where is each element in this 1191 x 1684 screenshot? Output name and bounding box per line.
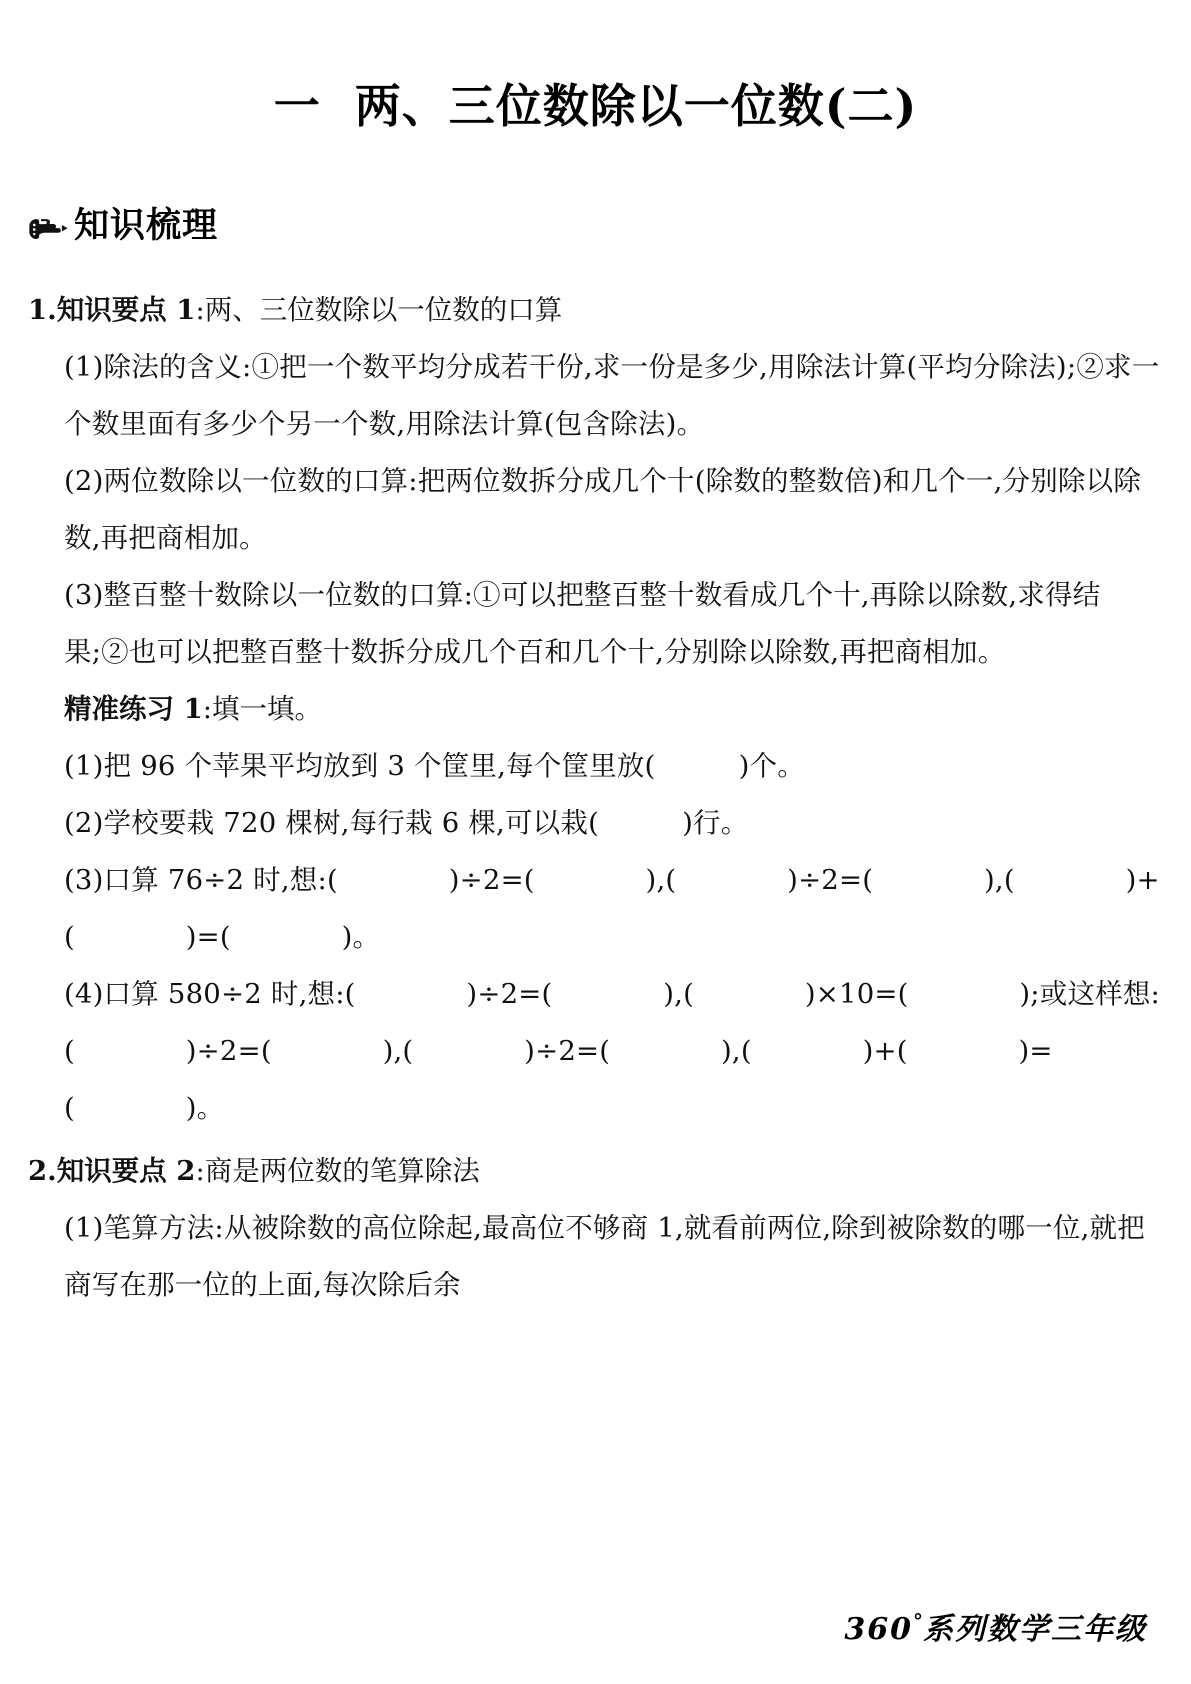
point-title-2: 商是两位数的笔算除法: [204, 1154, 480, 1187]
drill-item: (2)学校要栽 720 棵树,每行栽 6 棵,可以栽( )行。: [64, 806, 749, 839]
drill-heading-1: [28, 681, 1163, 738]
section-header: [28, 198, 1191, 248]
knowledge-paragraph: (2)两位数除以一位数的口算:把两位数拆分成几个十(除数的整数倍)和几个一,分别除以除数,再把商相加。: [64, 464, 1142, 554]
drill-label-1: 精准练习 1: [64, 692, 203, 725]
pointing-hand-icon: [28, 212, 68, 242]
document-body: [28, 282, 1163, 1314]
drill-item: (3)口算 76÷2 时,想:( )÷2=( ),( )÷2=( ),( )+( )=( )。: [64, 863, 1160, 953]
point-title-1: 两、三位数除以一位数的口算: [204, 293, 563, 326]
point-label-1: 知识要点 1: [56, 293, 196, 326]
point-number-1: 1.: [28, 293, 57, 326]
point-number-2: 2.: [28, 1154, 57, 1187]
footer-degree-symbol: °: [913, 1609, 923, 1633]
point-separator-1: :: [195, 293, 205, 326]
knowledge-point-heading-1: [28, 282, 1163, 339]
section-header-label: 知识梳理: [74, 204, 219, 246]
page-title: [0, 0, 1191, 136]
footer-brand: 360: [844, 1612, 913, 1647]
knowledge-paragraph: (1)笔算方法:从被除数的高位除起,最高位不够商 1,就看前两位,除到被除数的哪一位,就把商写在那一位的上面,每次除后余: [64, 1211, 1145, 1301]
point-label-2: 知识要点 2: [56, 1154, 196, 1187]
point-separator-2: :: [195, 1154, 205, 1187]
page-footer: [844, 1604, 1147, 1648]
chapter-title-text: 两、三位数除以一位数(二): [354, 79, 918, 133]
knowledge-paragraph: (3)整百整十数除以一位数的口算:①可以把整百整十数看成几个十,再除以除数,求得结果;②也可以把整百整十数拆分成几个百和几个十,分别除以除数,再把商相加。: [64, 578, 1101, 668]
footer-series: 系列数学三年级: [923, 1612, 1147, 1647]
chapter-number: 一: [273, 79, 321, 133]
drill-title-1: 填一填。: [211, 692, 322, 725]
drill-item: (1)把 96 个苹果平均放到 3 个筐里,每个筐里放( )个。: [64, 749, 805, 782]
knowledge-paragraph: (1)除法的含义:①把一个数平均分成若干份,求一份是多少,用除法计算(平均分除法);②求一个数里面有多少个另一个数,用除法计算(包含除法)。: [64, 350, 1160, 440]
knowledge-point-heading-2: [28, 1143, 1163, 1200]
drill-item: (4)口算 580÷2 时,想:( )÷2=( ),( )×10=( );或这样想:( )÷2=( ),( )÷2=( ),( )+( )=( )。: [64, 977, 1161, 1124]
drill-separator-1: :: [202, 692, 212, 725]
